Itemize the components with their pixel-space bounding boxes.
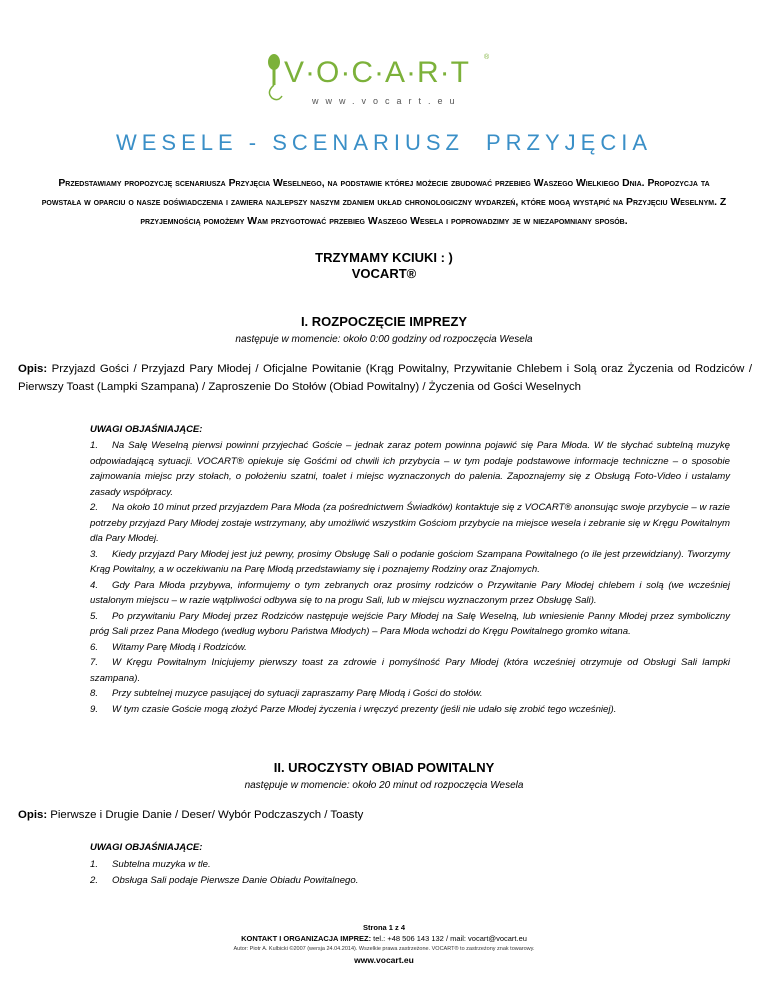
section-2-description: [18, 806, 752, 824]
section-1-subtitle: następuje w momencie: około 0:00 godziny od rozpoczęcia Wesela: [235, 334, 533, 345]
contact-details: tel.: +48 506 143 132 / mail: vocart@vocart.eu: [373, 934, 527, 943]
section-1-note-8: [90, 686, 730, 702]
author-note: Autor: Piotr A. Kulbicki ©2007 (wersja 24.04.2014). Wszelkie prawa zastrzeżone. VOCART® to zastrzeżony znak towarowy.: [233, 946, 535, 952]
intro-paragraph: Przedstawiamy propozycję scenariusza Przyjęcia Weselnego, na podstawie której możecie zbudować przebieg Waszego Wielkiego Dnia. Propozycja ta powstała w oparciu o nasze doświadczenia i zawiera najlepszy naszym zdaniem układ chronologiczny wydarzeń, które mogą wystąpić na Przyjęciu Weselnym. Z przyjemnością pomożemy Wam przygotować przebieg Waszego Wesela i poprowadzimy je w niezapomniany sposób.: [41, 178, 727, 227]
section-2-title: II. UROCZYSTY OBIAD POWITALNY: [273, 760, 495, 775]
note-number: 9.: [90, 703, 99, 715]
section-2-notes: [90, 857, 730, 888]
note-text: Gdy Para Młoda przybywa, informujemy o tym zebranych oraz prosimy rodziców o Przywitanie Pary Młodej chlebem i solą (we wcześniej ustalonym miejscu – w razie wątpliwości odbywa się to na progu Sali, lub w miejscu wyznaczonym przez Obsługę Sali).: [90, 579, 730, 606]
note-text: Na około 10 minut przed przyjazdem Para Młoda (za pośrednictwem Świadków) kontaktuje się z VOCART® anonsując swoje przybycie – w razie potrzeby przyjazd Pary Młodej zostaje wstrzymany, aby umożliwić wszystkim Gościom przybycie na miejsce wesela i zebranie się w Kręgu Powitalnym dla Pary Młodej.: [90, 502, 730, 544]
section-1-note-1: [90, 438, 730, 500]
section-2-desc-text: Pierwsze i Drugie Danie / Deser/ Wybór Podczaszych / Toasty: [50, 809, 364, 821]
title-part-2: PRZYJĘCIA: [486, 130, 653, 155]
logo-wordmark: V·O·C·A·R·T: [284, 56, 470, 89]
section-1-desc-text: Przyjazd Gości / Przyjazd Pary Młodej / Oficjalne Powitanie (Krąg Powitalny, Przywitanie Chlebem i Solą oraz Życzenia od Rodziców / Pierwszy Toast (Lampki Szampana) / Zaproszenie Do Stołów (Obiad Powitalny) / Życzenia od Gości Weselnych: [18, 363, 752, 393]
document-title: [0, 130, 768, 156]
section-1-note-4: [90, 578, 730, 609]
note-text: Po przywitaniu Pary Młodej przez Rodziców następuje wejście Pary Młodej na Salę Weselną, lub wniesienie Panny Młodej przez symboliczny próg Sali przez Pana Młodego (według wyboru Państwa Młodych) – Para Młoda wchodzi do Kręgu Powitalnego gromko witana.: [90, 610, 730, 637]
motto-line-2: VOCART®: [351, 266, 417, 281]
note-number: 6.: [90, 641, 99, 653]
note-text: W tym czasie Goście mogą złożyć Parze Młodej życzenia i wręczyć prezenty (jeśli nie udało się zrobić tego wcześniej).: [112, 703, 617, 715]
note-number: 2.: [90, 502, 99, 513]
note-text: Przy subtelnej muzyce pasującej do sytuacji zapraszamy Parę Młodą i Gości do stołów.: [112, 688, 483, 699]
note-text: Subtelna muzyka w tle.: [112, 859, 211, 870]
section-1-note-9: [90, 702, 730, 718]
vocart-logo: [262, 52, 512, 112]
note-number: 2.: [90, 874, 99, 886]
title-part-1: WESELE - SCENARIUSZ: [115, 130, 464, 155]
note-text: Witamy Parę Młodą i Rodziców.: [112, 641, 247, 653]
note-number: 4.: [90, 579, 99, 591]
microphone-icon: [262, 52, 286, 102]
section-2-subtitle: następuje w momencie: około 20 minut od rozpoczęcia Wesela: [244, 780, 524, 791]
motto-line-1: TRZYMAMY KCIUKI : ): [315, 250, 453, 265]
logo-registered-mark: ®: [484, 54, 490, 61]
section-1-notes: [90, 438, 730, 717]
page-footer: [0, 922, 768, 967]
section-1-note-7: [90, 655, 730, 686]
note-number: 1.: [90, 859, 99, 870]
section-1-desc-label: Opis:: [18, 363, 48, 375]
note-text: W Kręgu Powitalnym Inicjujemy pierwszy toast za zdrowie i pomyślność Pary Młodej (która wcześniej otrzymuje od Obsługi Sali lampki szampana).: [90, 657, 730, 684]
note-number: 8.: [90, 688, 99, 699]
note-text: Kiedy przyjazd Pary Młodej jest już pewny, prosimy Obsługę Sali o podanie gościom Szampana Powitalnego (o ile jest przewidziany). Tworzymy Krąg Powitalny, a w oczekiwaniu na Parę Młodą przedstawiamy się i poznajemy Rodziny oraz Znajomych.: [90, 548, 730, 575]
section-2-desc-label: Opis:: [18, 809, 48, 821]
section-1-note-5: [90, 609, 730, 640]
contact-line: [0, 933, 768, 944]
section-1-note-2: [90, 500, 730, 547]
note-number: 5.: [90, 610, 99, 622]
note-number: 7.: [90, 657, 99, 668]
note-text: Obsługa Sali podaje Pierwsze Danie Obiadu Powitalnego.: [112, 874, 359, 886]
section-1-note-6: [90, 640, 730, 656]
section-2-note-2: [90, 873, 730, 889]
note-number: 1.: [90, 440, 99, 451]
note-text: Na Salę Weselną pierwsi powinni przyjechać Goście – jednak zaraz potem powinna pojawić się Para Młoda. W tle słychać subtelną muzykę odpowiadającą sytuacji. VOCART® opiekuje się Gośćmi od chwili ich przybycia – w tym podaje podstawowe informacje techniczne – o sposobie zajmowania miejsc przy stołach, o położeniu szatni, toalet i miejsc wyznaczonych do palenia. Zapoznajemy się z Obsługą Foto-Video i ustalamy zasady współpracy.: [90, 440, 730, 498]
page-number: Strona 1 z 4: [362, 923, 406, 932]
footer-website: www.vocart.eu: [354, 955, 414, 965]
section-1-description: [18, 360, 752, 396]
section-1-note-3: [90, 547, 730, 578]
section-2-note-1: [90, 857, 730, 873]
note-number: 3.: [90, 548, 99, 560]
motto: [0, 250, 768, 282]
section-1-notes-heading: UWAGI OBJAŚNIAJĄCE:: [90, 424, 203, 435]
section-1-title: I. ROZPOCZĘCIE IMPREZY: [300, 314, 468, 329]
section-2-notes-heading: UWAGI OBJAŚNIAJĄCE:: [90, 842, 203, 853]
logo-url: www.vocart.eu: [312, 96, 462, 106]
contact-label: KONTAKT I ORGANIZACJA IMPREZ:: [241, 934, 372, 943]
